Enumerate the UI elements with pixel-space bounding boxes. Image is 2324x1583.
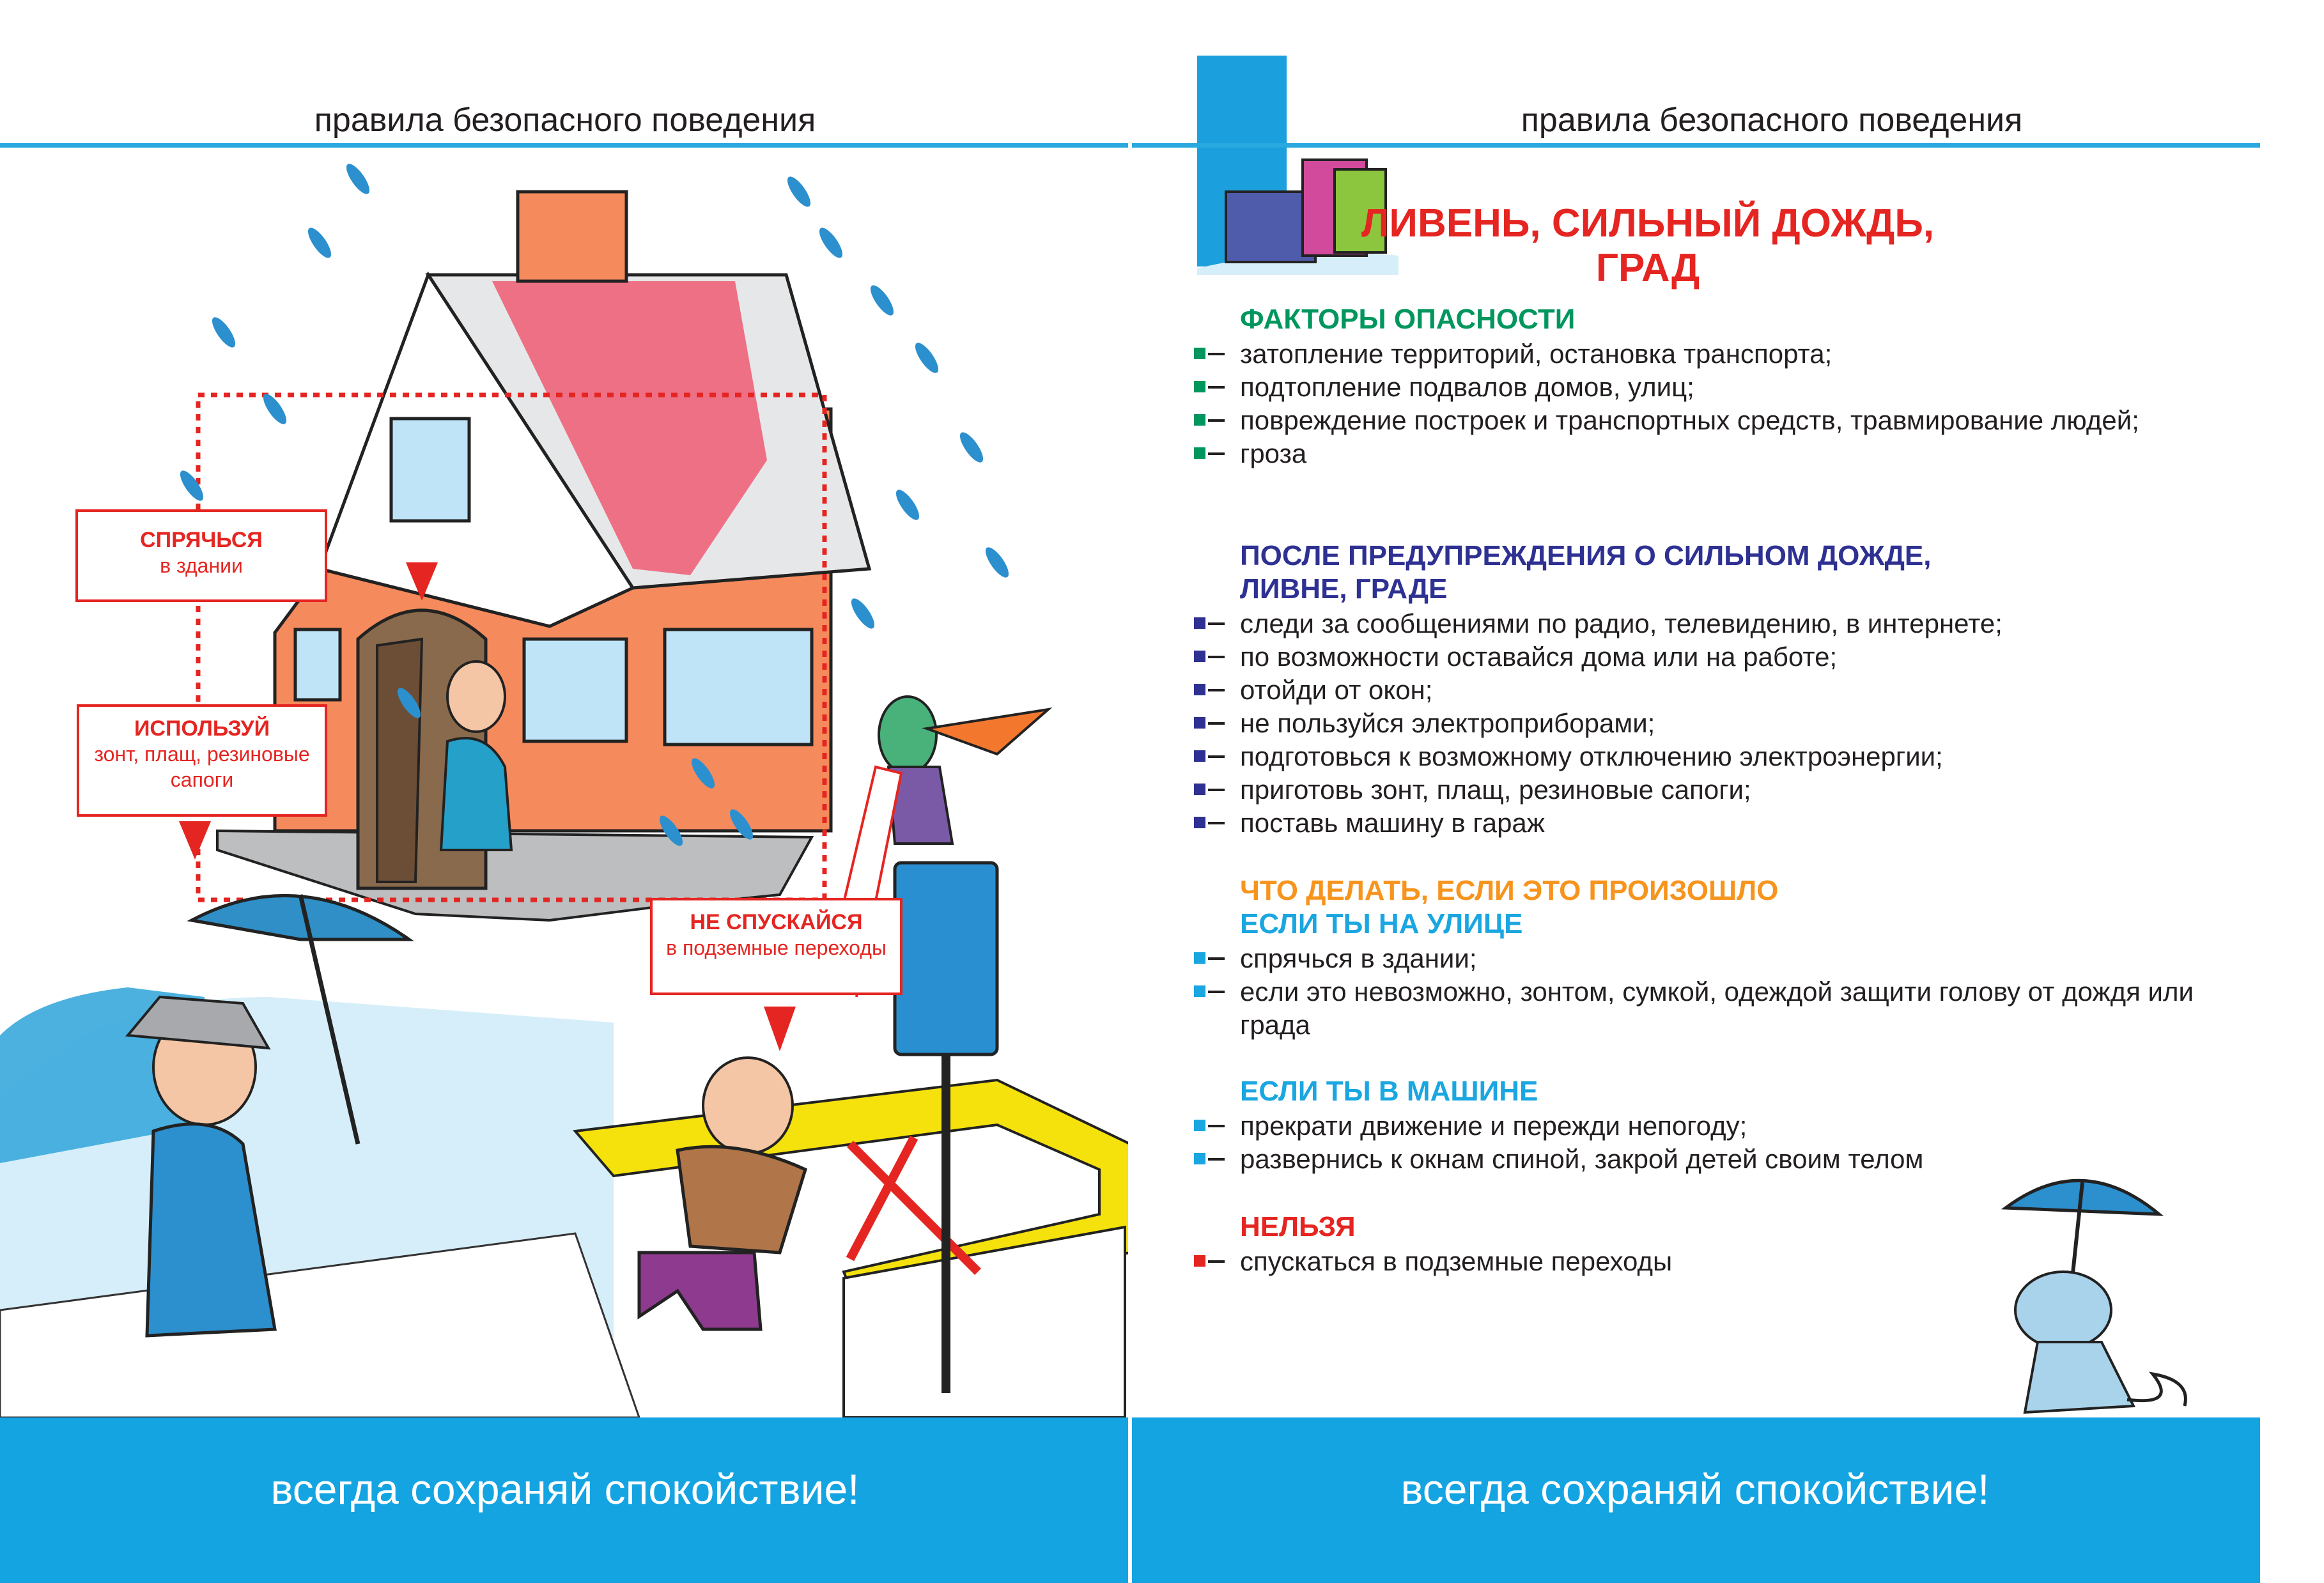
callout-dont-descend xyxy=(650,898,902,995)
list-item: развернись к окнам спиной, закрой детей своим телом xyxy=(1194,1143,2242,1176)
right-header-title: правила безопасного поведения xyxy=(1521,102,2023,139)
list-item: подготовься к возможному отключению электроэнергии; xyxy=(1194,740,2242,773)
callout-dont-text: в подземные переходы xyxy=(666,936,887,959)
left-footer-slogan: всегда сохраняй спокойствие! xyxy=(270,1465,860,1513)
section-car-title: ЕСЛИ ТЫ В МАШИНЕ xyxy=(1240,1076,1538,1107)
section-street-title-2: ЕСЛИ ТЫ НА УЛИЦЕ xyxy=(1240,908,1523,939)
list-item: если это невозможно, зонтом, сумкой, одеждой защити голову от дождя или града xyxy=(1194,975,2242,1042)
red-cross-line-1 xyxy=(850,1144,978,1272)
left-page xyxy=(0,0,1130,1583)
list-item: затопление территорий, остановка транспорта; xyxy=(1194,337,2242,371)
list-item: поставь машину в гараж xyxy=(1194,807,2242,840)
left-header-title: правила безопасного поведения xyxy=(314,102,816,139)
list-item: отойди от окон; xyxy=(1194,674,2242,707)
title-line-2: ГРАД xyxy=(1595,246,1700,290)
right-window xyxy=(665,629,812,745)
page-divider xyxy=(1128,0,1132,1583)
list-item: подтопление подвалов домов, улиц; xyxy=(1194,371,2242,404)
section-forbidden xyxy=(1194,1210,2242,1278)
arrow-use xyxy=(179,821,211,860)
callout-use-bold: ИСПОЛЬЗУЙ xyxy=(134,716,270,741)
attic-window xyxy=(391,419,469,521)
cat-tail xyxy=(2127,1374,2185,1406)
list-item: повреждение построек и транспортных средств, травмирование людей; xyxy=(1194,404,2242,437)
left-footer xyxy=(0,1417,1130,1583)
list-item: по возможности оставайся дома или на работе; xyxy=(1194,640,2242,674)
section-street-list xyxy=(1194,942,2242,1042)
callout-hide-bold: СПРЯЧЬСЯ xyxy=(140,528,263,552)
chimney xyxy=(518,192,626,281)
section-warning xyxy=(1194,539,2242,840)
callout-hide-text: в здании xyxy=(160,554,243,577)
list-item: не пользуйся электроприборами; xyxy=(1194,707,2242,740)
section-forbidden-list xyxy=(1194,1245,2242,1278)
callout-dont-bold: НЕ СПУСКАЙСЯ xyxy=(690,910,863,934)
page-title xyxy=(1194,201,2102,291)
bird-wing xyxy=(927,709,1048,754)
arrow-dont xyxy=(764,1007,796,1051)
boy-jacket xyxy=(678,1147,805,1253)
section-forbidden-title: НЕЛЬЗЯ xyxy=(1240,1211,1356,1242)
section-factors xyxy=(1194,303,2242,470)
list-item: прекрати движение и пережди непогоду; xyxy=(1194,1109,2242,1143)
section-warning-title-1: ПОСЛЕ ПРЕДУПРЕЖДЕНИЯ О СИЛЬНОМ ДОЖДЕ, xyxy=(1240,540,1932,571)
underpass-sign xyxy=(895,863,997,1054)
boy-head xyxy=(703,1058,793,1154)
right-footer-slogan: всегда сохраняй спокойствие! xyxy=(1400,1465,1990,1513)
cat-body xyxy=(2025,1342,2134,1412)
section-street xyxy=(1194,874,2242,1042)
section-warning-list xyxy=(1194,607,2242,840)
callout-hide xyxy=(75,509,327,602)
callout-use xyxy=(77,704,327,817)
cat-head xyxy=(2015,1272,2111,1348)
front-window xyxy=(524,639,626,741)
boy-trousers xyxy=(639,1253,761,1329)
bird-head xyxy=(879,697,936,773)
section-car xyxy=(1194,1075,2242,1176)
section-warning-title-2: ЛИВНЕ, ГРАДЕ xyxy=(1240,573,1448,605)
right-page xyxy=(1130,0,2260,1583)
callout-use-text: зонт, плащ, резиновые сапоги xyxy=(94,743,310,791)
underpass-steps xyxy=(844,1227,1125,1417)
title-line-1: ЛИВЕНЬ, СИЛЬНЫЙ ДОЖДЬ, xyxy=(1361,201,1935,245)
right-header-rule xyxy=(1130,143,2260,148)
woman-head xyxy=(447,661,505,732)
list-item: гроза xyxy=(1194,437,2242,470)
open-door-leaf xyxy=(377,639,422,882)
section-street-title-1: ЧТО ДЕЛАТЬ, ЕСЛИ ЭТО ПРОИЗОШЛО xyxy=(1240,875,1779,906)
list-item: приготовь зонт, плащ, резиновые сапоги; xyxy=(1194,773,2242,807)
list-item: спускаться в подземные переходы xyxy=(1194,1245,2242,1278)
list-item: спрячься в здании; xyxy=(1194,942,2242,975)
side-window xyxy=(295,629,340,700)
section-factors-list xyxy=(1194,337,2242,470)
left-header-rule xyxy=(0,143,1130,148)
section-car-list xyxy=(1194,1109,2242,1176)
list-item: следи за сообщениями по радио, телевидению, в интернете; xyxy=(1194,607,2242,640)
section-factors-title: ФАКТОРЫ ОПАСНОСТИ xyxy=(1240,304,1576,335)
right-footer xyxy=(1130,1417,2260,1583)
